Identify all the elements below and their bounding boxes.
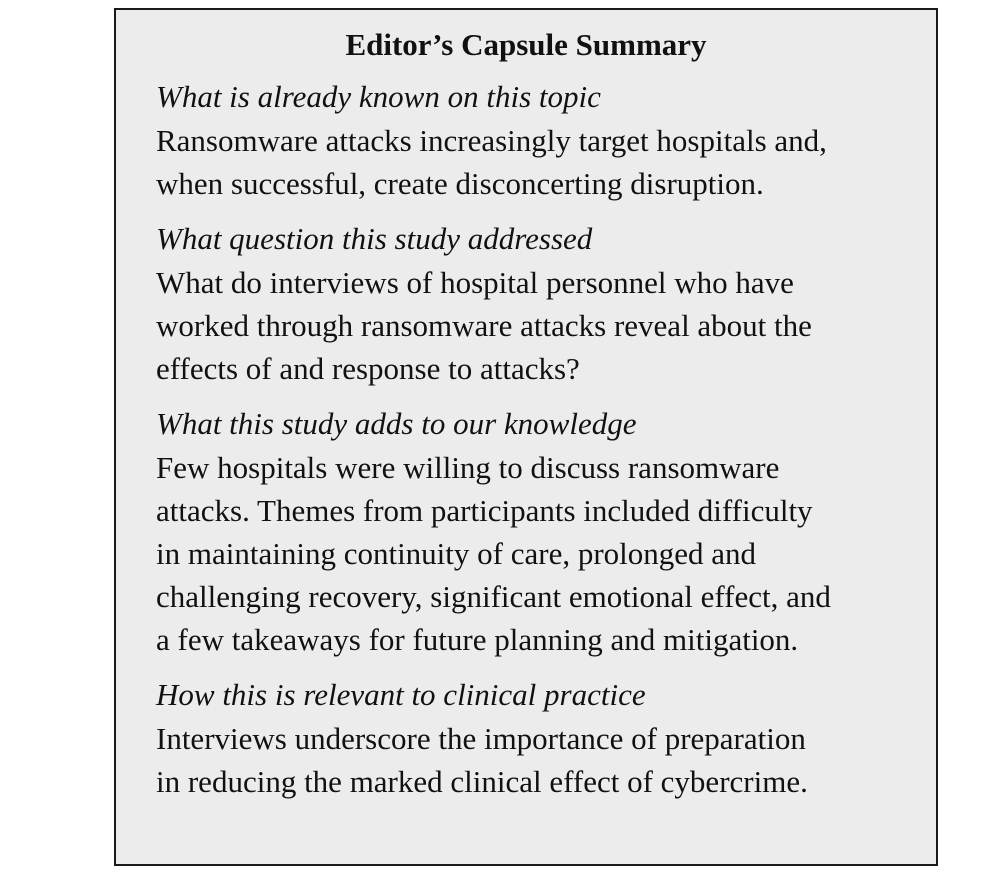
body-line: Interviews underscore the importance of preparation — [156, 721, 806, 757]
body-line: Ransomware attacks increasingly target hospitals and, — [156, 123, 827, 159]
section-heading: What question this study addressed — [156, 221, 593, 257]
body-line: worked through ransomware attacks reveal about the — [156, 308, 812, 344]
body-line: in reducing the marked clinical effect of cybercrime. — [156, 764, 808, 800]
body-line: in maintaining continuity of care, prolonged and — [156, 536, 757, 572]
body-line: attacks. Themes from participants included difficulty — [156, 493, 813, 529]
section-relevance — [156, 673, 936, 803]
section-heading: What this study adds to our knowledge — [156, 406, 637, 442]
body-line: effects of and response to attacks? — [156, 351, 580, 387]
body-line: Few hospitals were willing to discuss ransomware — [156, 450, 780, 486]
capsule-title: Editor’s Capsule Summary — [345, 27, 707, 62]
capsule-summary-box — [114, 8, 938, 866]
section-question — [156, 217, 936, 390]
section-heading: What is already known on this topic — [156, 79, 601, 115]
body-line: when successful, create disconcerting disruption. — [156, 166, 764, 202]
body-line: challenging recovery, significant emotional effect, and — [156, 579, 831, 615]
section-body — [156, 717, 916, 803]
body-line: What do interviews of hospital personnel who have — [156, 265, 794, 301]
section-known — [156, 75, 936, 205]
section-adds — [156, 402, 936, 661]
section-body — [156, 261, 916, 390]
section-body — [156, 446, 916, 661]
section-body — [156, 119, 916, 205]
section-heading: How this is relevant to clinical practice — [156, 677, 646, 713]
body-line: a few takeaways for future planning and mitigation. — [156, 622, 799, 658]
